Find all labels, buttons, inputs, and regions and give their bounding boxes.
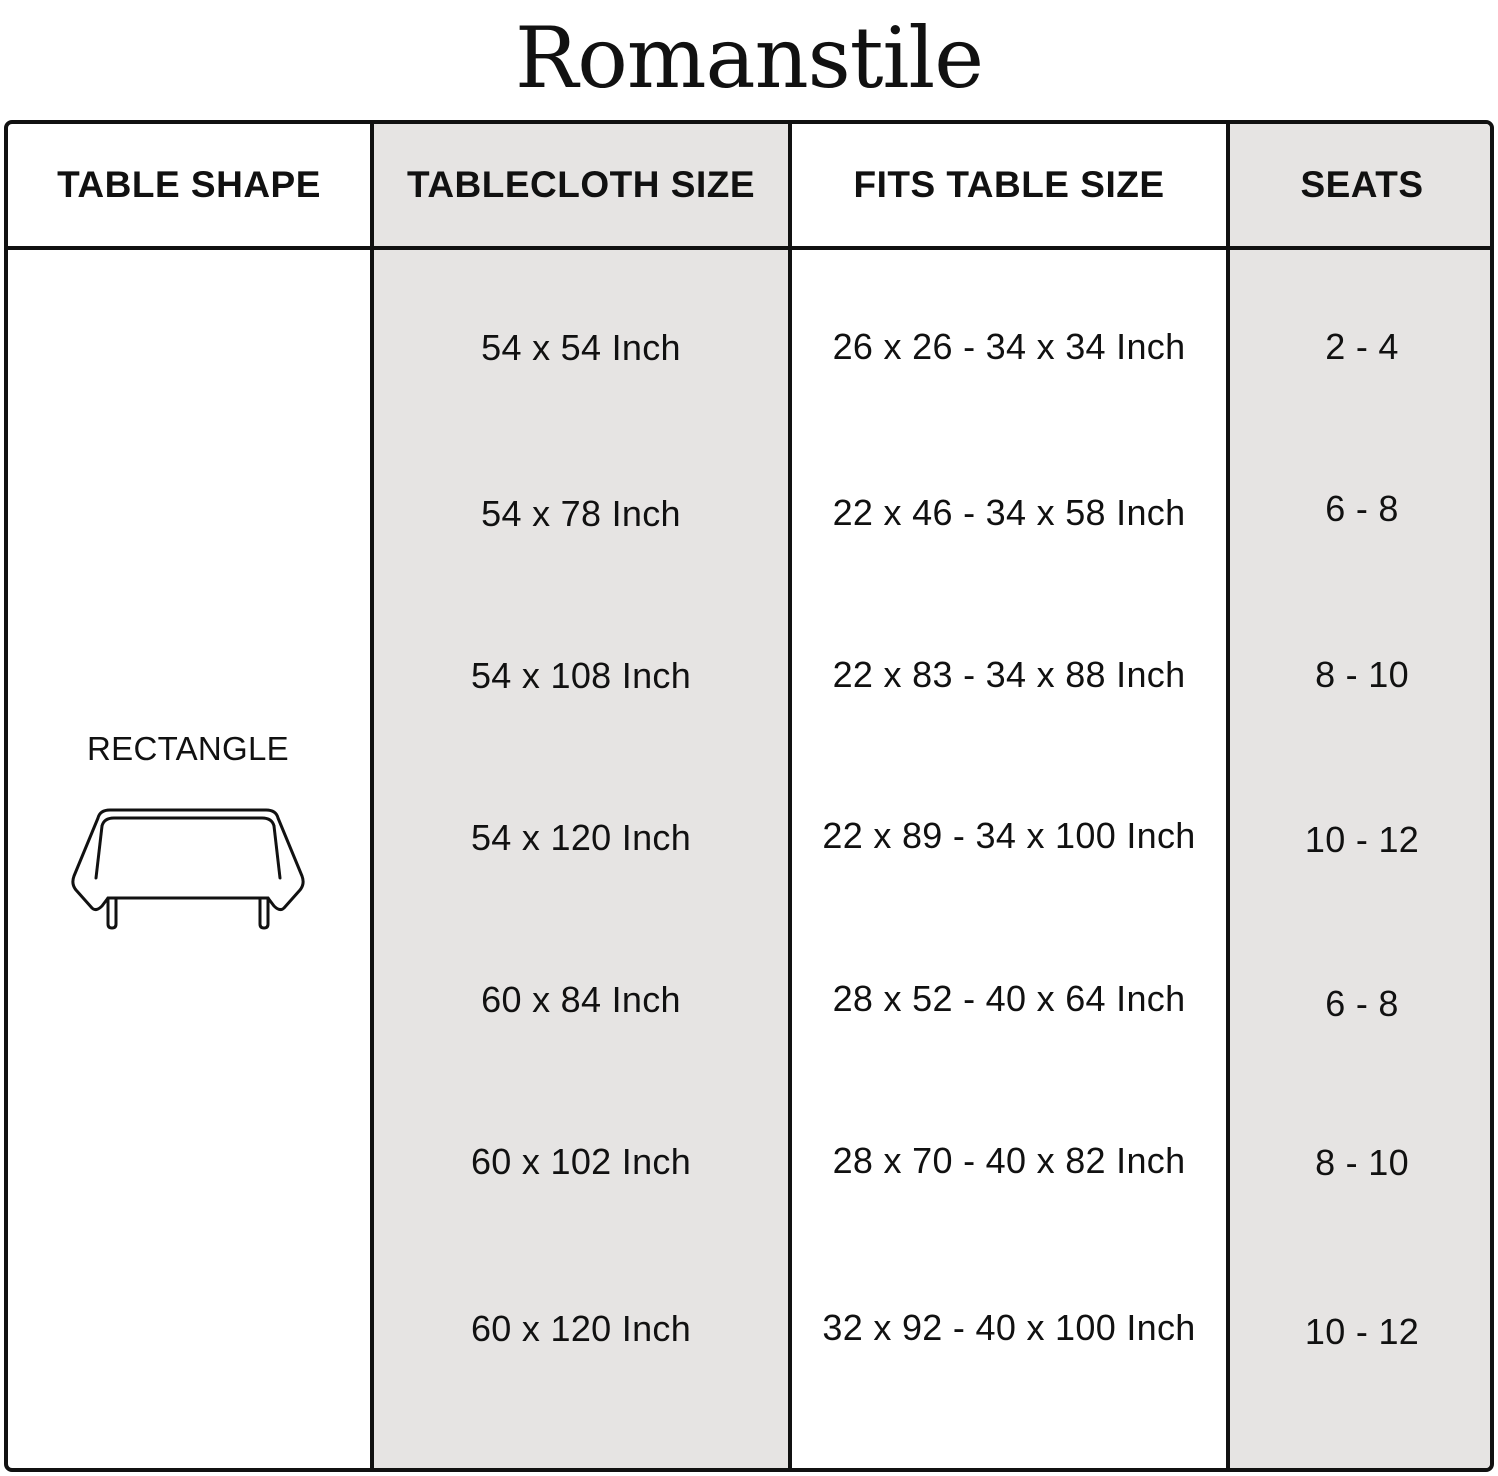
cell-fits-table-size: 32 x 92 - 40 x 100 Inch xyxy=(822,1307,1196,1348)
header-divider xyxy=(8,246,1490,250)
cell-tablecloth-size: 60 x 102 Inch xyxy=(470,1141,692,1182)
cell-seats: 6 - 8 xyxy=(1325,983,1399,1024)
cell-fits-table-size: 28 x 52 - 40 x 64 Inch xyxy=(832,978,1186,1019)
cell-tablecloth-size: 60 x 120 Inch xyxy=(470,1308,692,1349)
header-tablecloth-size: TABLECLOTH SIZE xyxy=(406,164,755,205)
cell-tablecloth-size: 54 x 108 Inch xyxy=(470,655,692,696)
header-fits-table-size: FITS TABLE SIZE xyxy=(853,164,1165,205)
cell-fits-table-size: 22 x 46 - 34 x 58 Inch xyxy=(832,492,1186,533)
cell-seats: 2 - 4 xyxy=(1325,326,1399,367)
cell-fits-table-size: 22 x 89 - 34 x 100 Inch xyxy=(822,815,1196,856)
cell-tablecloth-size: 54 x 120 Inch xyxy=(470,817,692,858)
cell-tablecloth-size: 60 x 84 Inch xyxy=(481,979,681,1020)
cell-seats: 6 - 8 xyxy=(1325,488,1399,529)
cell-seats: 8 - 10 xyxy=(1315,1142,1409,1183)
header-seats: SEATS xyxy=(1300,164,1424,205)
size-chart-table xyxy=(4,120,1494,1472)
column-table-shape xyxy=(8,124,370,1468)
cell-fits-table-size: 28 x 70 - 40 x 82 Inch xyxy=(832,1140,1186,1181)
shape-label: RECTANGLE xyxy=(87,730,289,767)
brand-logo: Romanstile xyxy=(515,9,983,107)
rectangle-table-icon xyxy=(68,806,308,936)
cell-fits-table-size: 22 x 83 - 34 x 88 Inch xyxy=(832,654,1186,695)
cell-tablecloth-size: 54 x 78 Inch xyxy=(481,493,681,534)
cell-seats: 10 - 12 xyxy=(1304,1311,1420,1352)
cell-tablecloth-size: 54 x 54 Inch xyxy=(481,327,681,368)
cell-fits-table-size: 26 x 26 - 34 x 34 Inch xyxy=(832,326,1186,367)
cell-seats: 8 - 10 xyxy=(1315,654,1409,695)
brand-header xyxy=(0,0,1498,110)
cell-seats: 10 - 12 xyxy=(1304,819,1420,860)
header-table-shape: TABLE SHAPE xyxy=(57,164,321,205)
